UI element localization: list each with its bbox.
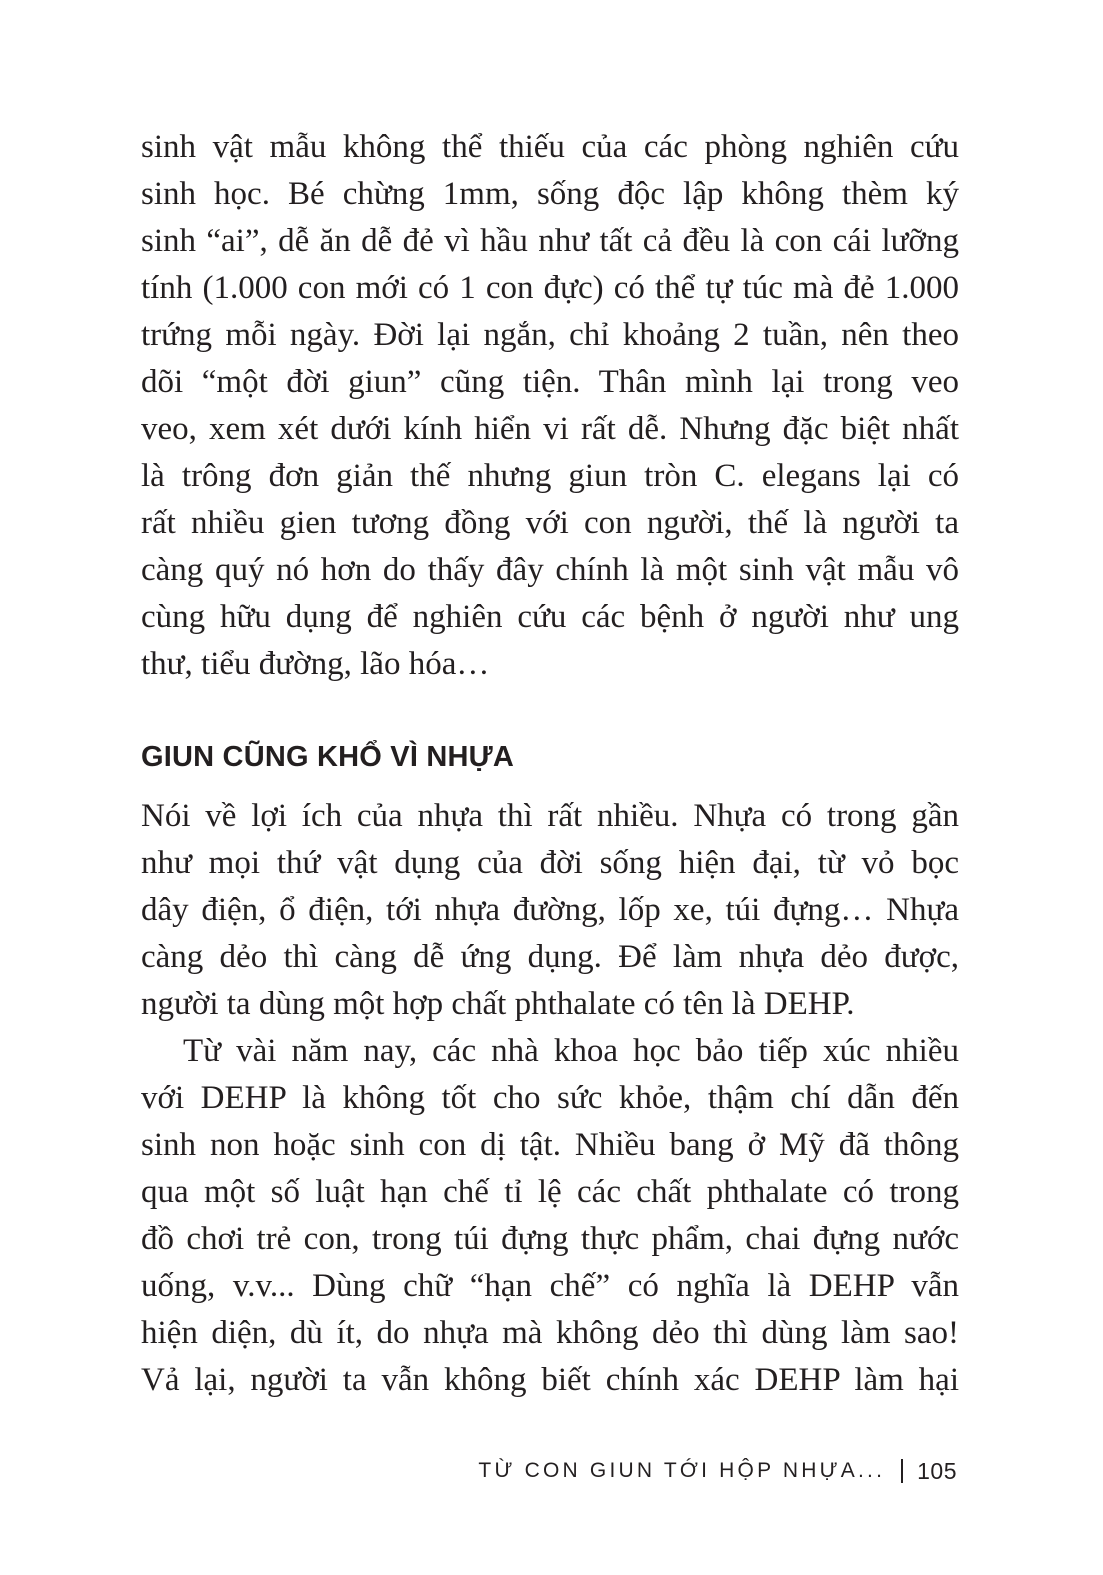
text-line: sinh non hoặc sinh con dị tật. Nhiều bang ở Mỹ đã thông (141, 1127, 959, 1163)
text-line: càng quý nó hơn do thấy đây chính là một sinh vật mẫu vô (141, 552, 959, 588)
text-line: với DEHP là không tốt cho sức khỏe, thậm chí dẫn đến (141, 1080, 959, 1116)
text-line: đồ chơi trẻ con, trong túi đựng thực phẩm, chai đựng nước (141, 1221, 959, 1257)
text-line: sinh vật mẫu không thể thiếu của các phòng nghiên cứu (141, 129, 959, 165)
text-line: veo, xem xét dưới kính hiển vi rất dễ. Nhưng đặc biệt nhất (141, 411, 959, 447)
text-line: dây điện, ổ điện, tới nhựa đường, lốp xe, túi đựng… Nhựa (141, 892, 959, 928)
paragraph-section-intro (141, 793, 959, 1028)
running-title: TỪ CON GIUN TỚI HỘP NHỰA... (478, 1459, 886, 1482)
text-line: uống, v.v... Dùng chữ “hạn chế” có nghĩa là DEHP vẫn (141, 1268, 959, 1304)
footer-separator (901, 1459, 903, 1483)
text-line: thư, tiểu đường, lão hóa… (141, 646, 490, 682)
text-line: dõi “một đời giun” cũng tiện. Thân mình lại trong veo (141, 364, 959, 400)
text-line: Nói về lợi ích của nhựa thì rất nhiều. Nhựa có trong gần (141, 798, 959, 834)
text-line: sinh “ai”, dễ ăn dễ đẻ vì hầu như tất cả đều là con cái lưỡng (141, 223, 959, 259)
text-line: hiện diện, dù ít, do nhựa mà không dẻo thì dùng làm sao! (141, 1315, 959, 1351)
text-line: Vả lại, người ta vẫn không biết chính xác DEHP làm hại (141, 1362, 959, 1398)
text-line: người ta dùng một hợp chất phthalate có tên là DEHP. (141, 986, 855, 1022)
paragraph-section-body (141, 1028, 959, 1404)
text-line: trứng mỗi ngày. Đời lại ngắn, chỉ khoảng 2 tuần, nên theo (141, 317, 959, 353)
paragraph-continued (141, 124, 959, 688)
text-line: Từ vài năm nay, các nhà khoa học bảo tiếp xúc nhiều (183, 1033, 959, 1069)
text-line: là trông đơn giản thế nhưng giun tròn C. elegans lại có (141, 458, 959, 494)
text-line: qua một số luật hạn chế tỉ lệ các chất phthalate có trong (141, 1174, 959, 1210)
text-line: như mọi thứ vật dụng của đời sống hiện đại, từ vỏ bọc (141, 845, 959, 881)
page-footer (478, 1456, 957, 1486)
text-line: tính (1.000 con mới có 1 con đực) có thể tự túc mà đẻ 1.000 (141, 270, 959, 306)
text-line: cùng hữu dụng để nghiên cứu các bệnh ở người như ung (141, 599, 959, 635)
text-line: sinh học. Bé chừng 1mm, sống độc lập không thèm ký (141, 176, 959, 212)
page-number: 105 (917, 1458, 957, 1484)
text-line: càng dẻo thì càng dễ ứng dụng. Để làm nhựa dẻo được, (141, 939, 959, 975)
section-heading: GIUN CŨNG KHỔ VÌ NHỰA (141, 741, 515, 773)
text-line: rất nhiều gien tương đồng với con người, thế là người ta (141, 505, 959, 541)
